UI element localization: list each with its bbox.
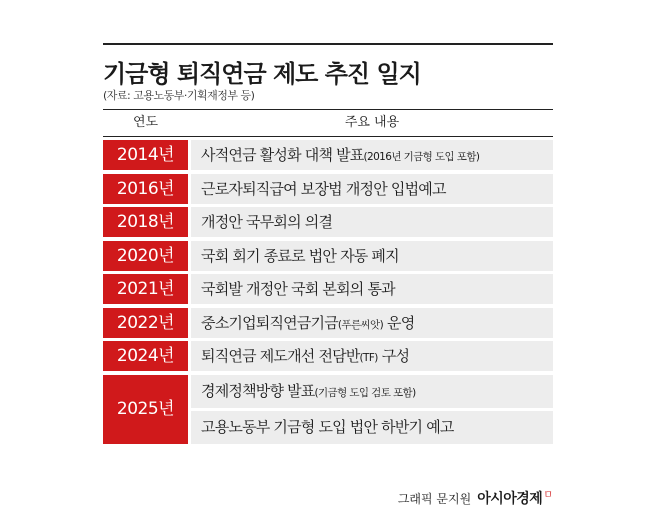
content-cell: [191, 411, 553, 444]
header-year: 연도: [132, 115, 159, 130]
table-row: [103, 207, 553, 241]
content-text: 국회 회기 종료로 법안 자동 폐지: [201, 246, 399, 265]
top-rule: [103, 43, 553, 45]
year-cell: 2022년: [103, 308, 188, 338]
content-text: 경제정책방향 발표: [201, 381, 315, 400]
brand-logo: 아시아경제: [477, 491, 543, 507]
year-cell: 2016년: [103, 174, 188, 204]
content-cell: [191, 274, 553, 304]
table-row: [103, 341, 553, 375]
content-text-after: 구성: [377, 347, 410, 365]
content-text: 국회발 개정안 국회 본회의 통과: [201, 280, 395, 298]
content-text: 개정안 국무회의 의결: [201, 213, 333, 231]
year-cell: 2025년: [103, 375, 188, 444]
content-text: 고용노동부 기금형 도입 법안 하반기 예고: [201, 417, 454, 436]
source-note: (자료: 고용노동부·기획재정부 등): [103, 89, 255, 102]
table-row: [103, 274, 553, 308]
credit-line: [398, 486, 553, 508]
table-row: [103, 241, 553, 275]
content-text: 사적연금 활성화 대책 발표: [201, 146, 364, 164]
content-cell: [191, 241, 553, 271]
timeline-table: [103, 140, 553, 447]
content-cell: [191, 375, 553, 408]
content-cell: [191, 341, 553, 371]
table-row: [103, 174, 553, 208]
table-row: [103, 308, 553, 342]
year-cell: 2020년: [103, 241, 188, 271]
content-text: 퇴직연금 제도개선 전담반: [201, 347, 360, 365]
year-cell: 2014년: [103, 140, 188, 170]
content-cell: [191, 174, 553, 204]
infographic: [103, 0, 553, 525]
content-note: (2016년 기금형 도입 포함): [363, 151, 480, 163]
content-text: 근로자퇴직급여 보장법 개정안 입법예고: [201, 179, 446, 198]
content-note: (TF): [359, 352, 378, 364]
table-row: [103, 375, 553, 447]
page-title: 기금형 퇴직연금 제도 추진 일지: [103, 60, 421, 88]
table-header: [103, 109, 553, 137]
table-row: [103, 140, 553, 174]
year-cell: 2018년: [103, 207, 188, 237]
content-text-after: 운영: [383, 313, 415, 332]
header-content: 주요 내용: [344, 115, 400, 130]
year-cell: 2024년: [103, 341, 188, 371]
content-cell: [191, 308, 553, 338]
content-cell: [191, 207, 553, 237]
content-cell: [191, 140, 553, 170]
year-cell: 2021년: [103, 274, 188, 304]
content-note: (기금형 도입 검토 포함): [314, 386, 416, 399]
content-note: (푸른씨앗): [337, 318, 384, 331]
graphic-credit: 그래픽 문지원: [397, 492, 472, 506]
brand-mark-icon: ㅁ: [543, 490, 553, 501]
content-text: 중소기업퇴직연금기금: [201, 313, 338, 332]
